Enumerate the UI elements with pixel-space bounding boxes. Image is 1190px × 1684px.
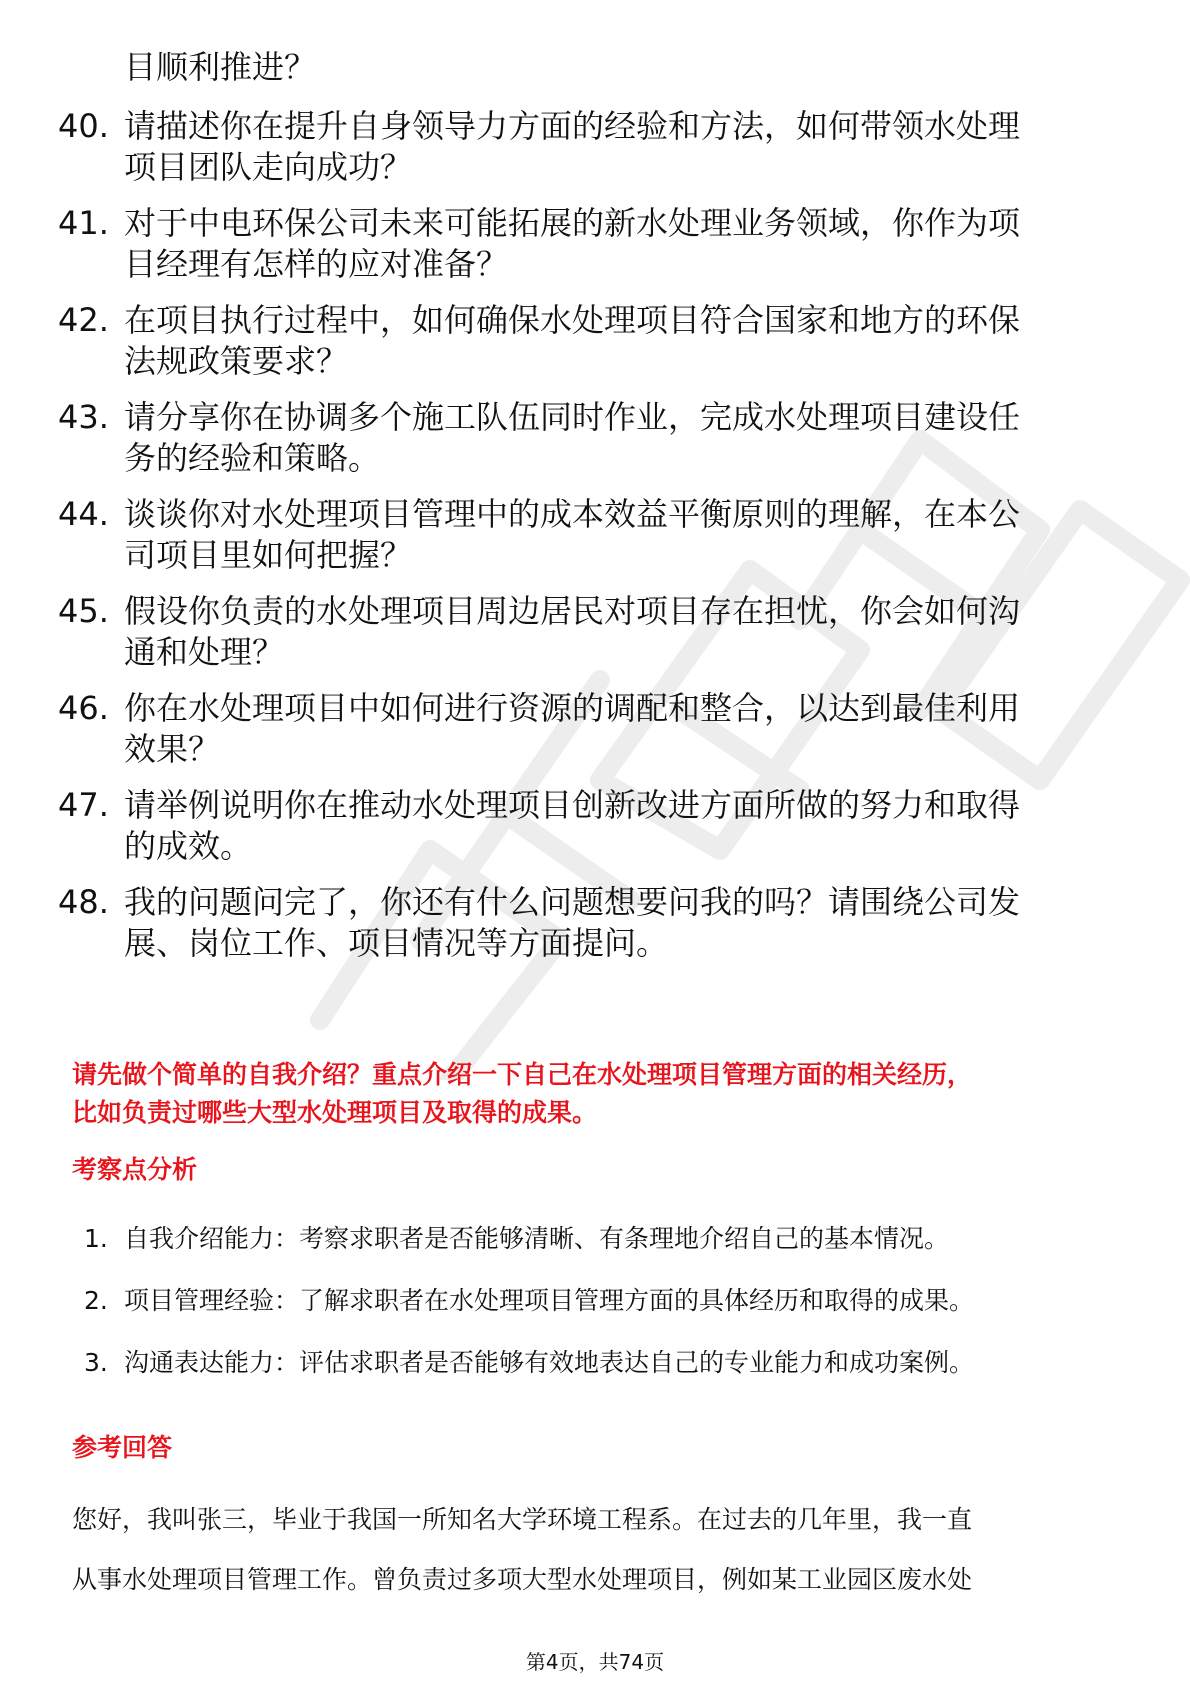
item-line: 项目团队走向成功？ (124, 148, 413, 186)
item-line: 请分享你在协调多个施工队伍同时作业，完成水处理项目建设任 (124, 398, 1021, 436)
item-line: 务的经验和策略。 (124, 439, 381, 477)
item-line: 你在水处理项目中如何进行资源的调配和整合，以达到最佳利用 (124, 689, 1021, 727)
item-text (124, 688, 1124, 770)
item-line: 目经理有怎样的应对准备？ (124, 245, 509, 283)
item-line: 在项目执行过程中，如何确保水处理项目符合国家和地方的环保 (124, 301, 1021, 339)
page-number: 第4页，共74页 (525, 1650, 665, 1674)
featured-question-line: 请先做个简单的自我介绍？重点介绍一下自己在水处理项目管理方面的相关经历， (72, 1060, 973, 1089)
item-line: 司项目里如何把握？ (124, 536, 413, 574)
item-number: 41. (58, 204, 109, 242)
item-text (124, 785, 1124, 867)
item-number: 3. (84, 1348, 108, 1377)
item-line: 效果？ (124, 730, 221, 768)
answer-line: 从事水处理项目管理工作。曾负责过多项大型水处理项目，例如某工业园区废水处 (72, 1565, 973, 1594)
item-line: 请举例说明你在推动水处理项目创新改进方面所做的努力和取得 (124, 786, 1021, 824)
item-number: 43. (58, 398, 109, 436)
item-number: 42. (58, 301, 109, 339)
item-line: 谈谈你对水处理项目管理中的成本效益平衡原则的理解，在本公 (124, 495, 1021, 533)
item-text (124, 106, 1124, 188)
reference-title: 参考回答 (72, 1433, 173, 1462)
item-number: 40. (58, 107, 109, 145)
item-number: 44. (58, 495, 109, 533)
answer-line: 您好，我叫张三，毕业于我国一所知名大学环境工程系。在过去的几年里，我一直 (72, 1505, 973, 1534)
item-line: 展、岗位工作、项目情况等方面提问。 (124, 924, 669, 962)
item-number: 2. (84, 1286, 108, 1315)
item-text (124, 882, 1124, 964)
item-line: 假设你负责的水处理项目周边居民对项目存在担忧，你会如何沟 (124, 592, 1021, 630)
featured-question (72, 1056, 1132, 1132)
continuation-line: 目顺利推进？ (124, 48, 317, 86)
item-line: 请描述你在提升自身领导力方面的经验和方法，如何带领水处理 (124, 107, 1021, 145)
item-line: 对于中电环保公司未来可能拓展的新水处理业务领域，你作为项 (124, 204, 1021, 242)
item-text (124, 397, 1124, 479)
featured-question-line: 比如负责过哪些大型水处理项目及取得的成果。 (72, 1098, 598, 1127)
item-text (124, 300, 1124, 382)
item-number: 48. (58, 883, 109, 921)
item-number: 46. (58, 689, 109, 727)
item-text: 自我介绍能力：考察求职者是否能够清晰、有条理地介绍自己的基本情况。 (124, 1224, 950, 1253)
item-text: 项目管理经验：了解求职者在水处理项目管理方面的具体经历和取得的成果。 (124, 1286, 975, 1315)
item-line: 法规政策要求？ (124, 342, 349, 380)
item-number: 47. (58, 786, 109, 824)
item-line: 通和处理？ (124, 633, 285, 671)
item-number: 45. (58, 592, 109, 630)
item-line: 我的问题问完了，你还有什么问题想要问我的吗？请围绕公司发 (124, 883, 1021, 921)
item-number: 1. (84, 1224, 108, 1253)
item-line: 的成效。 (124, 827, 253, 865)
item-text: 沟通表达能力：评估求职者是否能够有效地表达自己的专业能力和成功案例。 (124, 1348, 975, 1377)
item-text (124, 203, 1124, 285)
analysis-title: 考察点分析 (72, 1155, 198, 1184)
item-text (124, 494, 1124, 576)
item-text (124, 591, 1124, 673)
